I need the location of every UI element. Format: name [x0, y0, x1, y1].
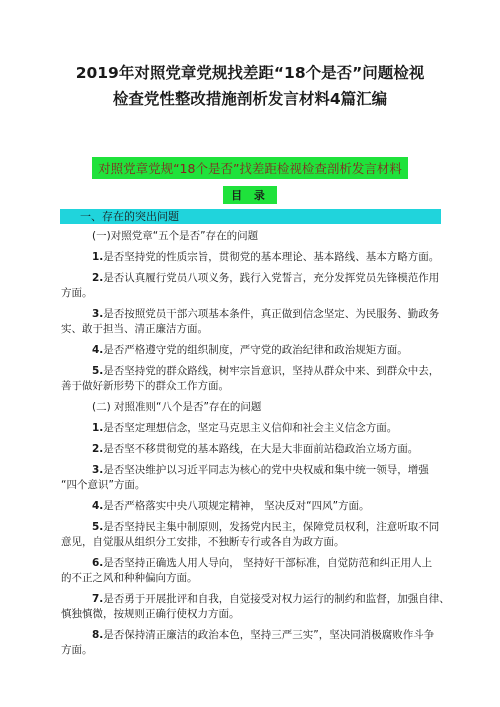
- item-text: 是否保持清正廉洁的政治本色，坚持三严三实”，坚决同消极腐败作斗争: [103, 629, 435, 641]
- title-line-1: 2019年对照党章党规找差距“18个是否”问题检视: [75, 64, 425, 82]
- list-item: [61, 463, 449, 493]
- item-text: 是否坚定理想信念，坚定马克思主义信仰和社会主义信念方面。: [103, 422, 398, 434]
- item-text: 是否坚持党的性质宗旨，贯彻党的基本理论、基本路线、基本方略方面。: [103, 251, 440, 263]
- list-item: [61, 628, 449, 658]
- item-text-continued: 方面。: [61, 644, 93, 656]
- item-text: 是否认真履行党员八项义务，践行入党誓言，充分发挥党员先锋模范作用: [103, 272, 440, 284]
- list-item: [61, 556, 449, 586]
- item-number: 8.: [92, 629, 104, 641]
- item-number: 7.: [92, 593, 104, 605]
- list-item: [61, 421, 449, 436]
- list-item: [61, 520, 449, 550]
- item-text: 是否勇于开展批评和自我，自觉接受对权力运行的制约和监督，加强自律、: [103, 593, 450, 605]
- item-number: 1.: [92, 422, 104, 434]
- item-number: 2.: [92, 443, 104, 455]
- item-number: 2.: [92, 272, 104, 284]
- item-number: 5.: [92, 521, 104, 533]
- item-text-continued: 善于做好新形势下的群众工作方面。: [61, 380, 229, 392]
- item-number: 4.: [92, 500, 104, 512]
- list-item: [61, 307, 449, 337]
- item-number: 5.: [92, 365, 104, 377]
- list-item: [61, 364, 449, 394]
- subsection-heading-2: (二) 对照准则“八个是否”存在的问题: [92, 401, 262, 413]
- list-item: [61, 442, 449, 457]
- item-text: 是否坚持正确选人用人导向， 坚持好干部标准，自觉防范和纠正用人上: [103, 557, 433, 569]
- document-body: [61, 223, 449, 658]
- item-text-continued: 的不正之风和种种偏向方面。: [61, 572, 198, 584]
- item-text: 是否按照党员干部六项基本条件，真正做到信念坚定、为民服务、勤政务: [103, 308, 440, 320]
- item-text-continued: 实、敢于担当、清正廉洁方面。: [61, 323, 208, 335]
- item-text-continued: “四个意识”方面。: [61, 479, 146, 491]
- item-number: 1.: [92, 251, 104, 263]
- list-item: [61, 271, 449, 301]
- list-item: [61, 499, 449, 514]
- item-text-continued: 意见，自觉服从组织分工安排，不独断专行或各自为政方面。: [61, 536, 345, 548]
- list-item: [61, 343, 449, 358]
- item-number: 3.: [92, 308, 104, 320]
- highlighted-subtitle: 对照党章党规“18个是否”找差距检视检查剖析发言材料: [92, 157, 408, 179]
- section-heading: 一、存在的突出问题: [60, 209, 441, 224]
- item-number: 4.: [92, 344, 104, 356]
- item-text-continued: 慎独慎微，按规则正确行使权力方面。: [61, 608, 240, 620]
- subsection-heading-1: (一)对照党章“五个是否”存在的问题: [92, 230, 259, 242]
- item-number: 3.: [92, 464, 104, 476]
- item-text-continued: 方面。: [61, 287, 93, 299]
- item-text: 是否坚持民主集中制原则，发扬党内民主，保障党员权利，注意听取不同: [103, 521, 440, 533]
- item-text: 是否坚决维护以习近平同志为核心的党中央权威和集中统一领导，增强: [103, 464, 429, 476]
- list-item: [61, 592, 449, 622]
- list-item: [61, 250, 449, 265]
- table-of-contents-heading: 目 录: [223, 186, 277, 204]
- item-text: 是否坚不移贯彻党的基本路线，在大是大非面前站稳政治立场方面。: [103, 443, 419, 455]
- item-number: 6.: [92, 557, 104, 569]
- item-text: 是否坚持党的群众路线，树牢宗旨意识，坚持从群众中来、到群众中去，: [103, 365, 440, 377]
- document-title: [40, 60, 460, 112]
- item-text: 是否严格遵守党的组织制度，严守党的政治纪律和政治规矩方面。: [103, 344, 408, 356]
- title-line-2: 检查党性整改措施剖析发言材料4篇汇编: [112, 90, 388, 108]
- item-text: 是否严格落实中央八项规定精神， 坚决反对“四风”方面。: [103, 500, 370, 512]
